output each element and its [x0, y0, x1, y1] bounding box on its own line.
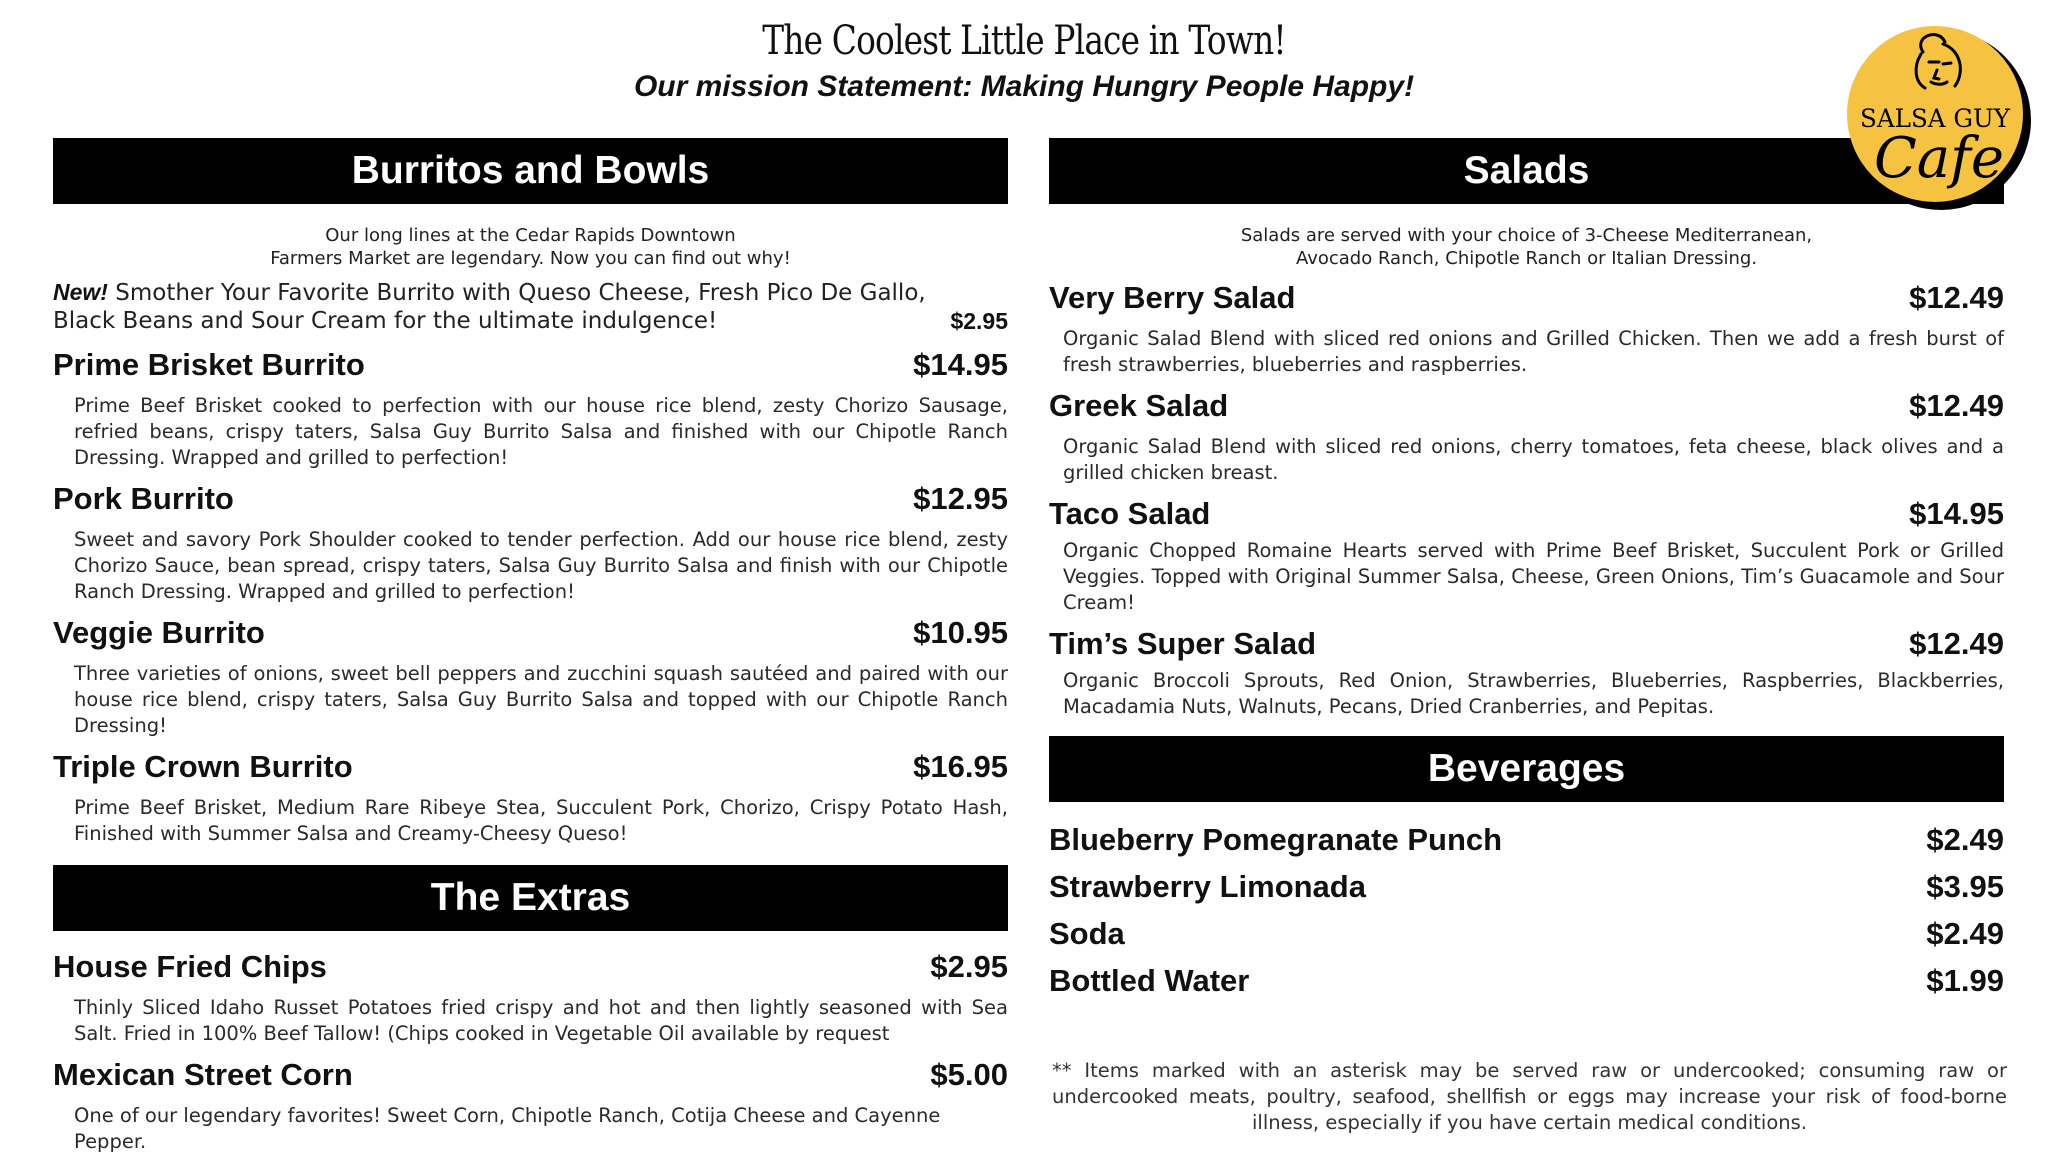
salads-intro: [1049, 224, 2004, 270]
menu-item: [1049, 280, 2004, 378]
item-name: Blueberry Pomegranate Punch: [1049, 822, 1503, 857]
item-description: Organic Broccoli Sprouts, Red Onion, Strawberries, Blueberries, Raspberries, Blackberries, Macadamia Nuts, Walnuts, Pecans, Dried Cranberries, and Pepitas.: [1063, 669, 2004, 718]
item-description: Prime Beef Brisket cooked to perfection with our house rice blend, zesty Chorizo Sausage, refried beans, crispy taters, Salsa Guy Burrito Salsa and finished with our Chipotle Ranch Dressing. Wrapped and grilled to perfection!: [74, 394, 1008, 469]
item-description: Organic Salad Blend with sliced red onions, cherry tomatoes, feta cheese, black olives and a grilled chicken breast.: [1063, 435, 2004, 484]
section-header-extras: The Extras: [53, 865, 1008, 931]
burritos-intro-line: Farmers Market are legendary. Now you can find out why!: [270, 248, 791, 269]
item-price: $12.49: [1909, 626, 2004, 661]
logo-line2: Cafe: [1873, 126, 2005, 191]
menu-item: [53, 615, 1008, 739]
item-name: Veggie Burrito: [53, 615, 265, 650]
left-column: [53, 138, 1008, 1155]
item-name: Soda: [1049, 916, 1125, 951]
item-name: Greek Salad: [1049, 388, 1229, 423]
item-name: Tim’s Super Salad: [1049, 626, 1317, 661]
menu-item: [53, 481, 1008, 605]
item-price: $14.95: [913, 347, 1008, 382]
menu-item: [53, 949, 1008, 1047]
item-name: Strawberry Limonada: [1049, 869, 1366, 904]
item-price: $12.49: [1909, 388, 2004, 423]
beverage-item: [1049, 816, 2004, 863]
beverage-item: [1049, 863, 2004, 910]
item-name: Pork Burrito: [53, 481, 234, 516]
new-special-text: Smother Your Favorite Burrito with Queso Cheese, Fresh Pico De Gallo, Black Beans and Sour Cream for the ultimate indulgence!: [53, 280, 926, 334]
item-price: $1.99: [1926, 963, 2004, 998]
new-special: [53, 278, 1008, 335]
item-description: Sweet and savory Pork Shoulder cooked to tender perfection. Add our house rice blend, zesty Chorizo Sauce, bean spread, crispy taters, Salsa Guy Burrito Salsa and finish with our Chipotle Ranch Dressing. Wrapped and grilled to perfection!: [74, 528, 1008, 603]
item-name: House Fried Chips: [53, 949, 327, 984]
item-price: $14.95: [1909, 496, 2004, 531]
item-name: Very Berry Salad: [1049, 280, 1296, 315]
menu-item: [53, 347, 1008, 471]
menu-item: [1049, 496, 2004, 616]
tagline: The Coolest Little Place in Town!: [762, 18, 1286, 64]
item-description: Prime Beef Brisket, Medium Rare Ribeye Stea, Succulent Pork, Chorizo, Crispy Potato Hash, Finished with Summer Salsa and Creamy-Cheesy Queso!: [74, 796, 1008, 845]
logo-line1: SALSA GUY: [1860, 104, 2011, 133]
salsa-guy-cafe-logo: [1843, 22, 2033, 212]
new-special-price: $2.95: [950, 308, 1008, 334]
item-price: $5.00: [930, 1057, 1008, 1092]
item-name: Prime Brisket Burrito: [53, 347, 365, 382]
section-header-beverages: Beverages: [1049, 736, 2004, 802]
item-price: $12.49: [1909, 280, 2004, 315]
item-name: Triple Crown Burrito: [53, 749, 353, 784]
salads-intro-line: Salads are served with your choice of 3-Cheese Mediterranean,: [1240, 225, 1813, 246]
burritos-intro-line: Our long lines at the Cedar Rapids Downtown: [325, 225, 736, 246]
item-description: Organic Salad Blend with sliced red onions and Grilled Chicken. Then we add a fresh burst of fresh strawberries, blueberries and raspberries.: [1063, 327, 2004, 376]
salads-intro-line: Avocado Ranch, Chipotle Ranch or Italian Dressing.: [1295, 248, 1758, 269]
disclaimer: ** Items marked with an asterisk may be served raw or undercooked; consuming raw or undercooked meats, poultry, seafood, shellfish or eggs may increase your risk of food-borne illness, especially if you have certain medical conditions.: [1052, 1059, 2007, 1134]
item-name: Taco Salad: [1049, 496, 1211, 531]
item-price: $3.95: [1926, 869, 2004, 904]
menu-item: [1049, 388, 2004, 486]
menu-item: [1049, 626, 2004, 720]
item-name: Mexican Street Corn: [53, 1057, 353, 1092]
beverage-item: [1049, 957, 2004, 1004]
section-header-burritos: Burritos and Bowls: [53, 138, 1008, 204]
item-price: $2.49: [1926, 916, 2004, 951]
beverage-list: [1049, 816, 2004, 1004]
new-label: New!: [53, 279, 108, 305]
item-price: $10.95: [913, 615, 1008, 650]
item-price: $2.95: [930, 949, 1008, 984]
item-description: Thinly Sliced Idaho Russet Potatoes fried crispy and hot and then lightly seasoned with Sea Salt. Fried in 100% Beef Tallow! (Chips cooked in Vegetable Oil available by request: [74, 996, 1008, 1045]
burritos-intro: [53, 224, 1008, 270]
mission-statement: Our mission Statement: Making Hungry People Happy!: [633, 70, 1415, 103]
item-description: Three varieties of onions, sweet bell peppers and zucchini squash sautéed and paired with our house rice blend, crispy taters, Salsa Guy Burrito Salsa and topped with our Chipotle Ranch Dressing!: [74, 662, 1008, 737]
item-description: Organic Chopped Romaine Hearts served with Prime Beef Brisket, Succulent Pork or Grilled Veggies. Topped with Original Summer Salsa, Cheese, Green Onions, Tim’s Guacamole and Sour Cream!: [1063, 539, 2004, 614]
section-header-salads: Salads: [1049, 138, 2004, 204]
item-price: $16.95: [913, 749, 1008, 784]
item-price: $12.95: [913, 481, 1008, 516]
item-name: Bottled Water: [1049, 963, 1250, 998]
menu-item: [53, 749, 1008, 847]
item-description: One of our legendary favorites! Sweet Corn, Chipotle Ranch, Cotija Cheese and Cayenne Pepper.: [74, 1104, 941, 1153]
right-column: [1049, 138, 2004, 1004]
item-price: $2.49: [1926, 822, 2004, 857]
beverage-item: [1049, 910, 2004, 957]
menu-item: [53, 1057, 1008, 1155]
